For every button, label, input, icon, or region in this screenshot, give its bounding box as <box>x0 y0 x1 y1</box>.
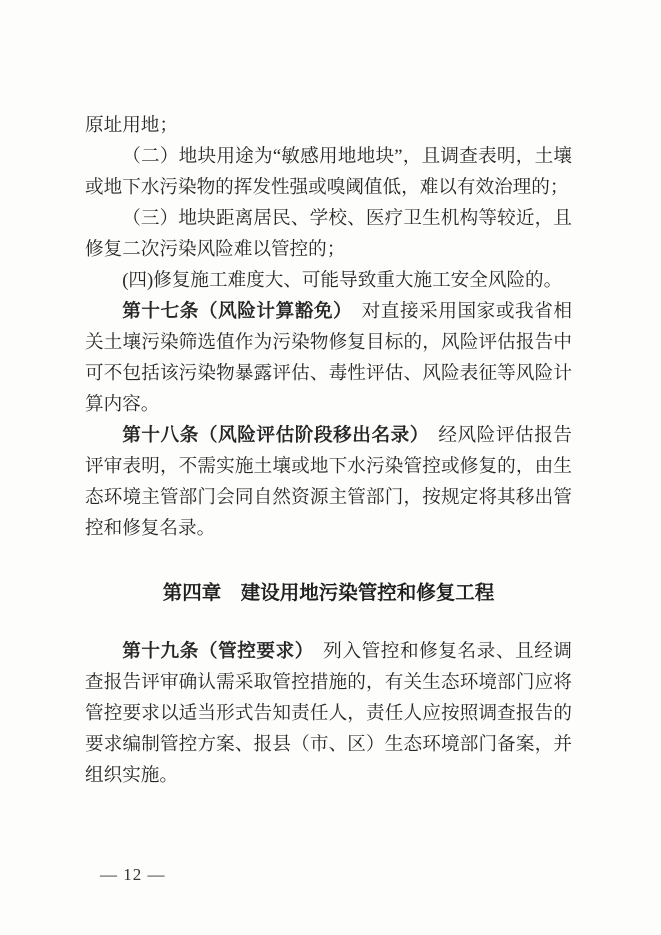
document-text-block <box>85 110 572 791</box>
paragraph-text: (四)修复施工难度大、可能导致重大施工安全风险的。 <box>122 270 563 291</box>
paragraph-article-18 <box>85 420 572 544</box>
chapter-heading: 第四章 建设用地污染管控和修复工程 <box>162 582 495 604</box>
article-17-label: 第十七条（风险计算豁免） <box>122 301 353 322</box>
paragraph-text: 列入管控和修复名录、且经调查报告评审确认需采取管控措施的，有关生态环境部门应将管控要求以适当形式告知责任人，责任人应按照调查报告的要求编制管控方案、报县（市、区）生态环境部门备案，并组织实施。 <box>85 641 572 786</box>
article-19-label: 第十九条（管控要求） <box>122 641 314 662</box>
paragraph-text: 原址用地； <box>85 115 178 136</box>
paragraph-article-17 <box>85 296 572 420</box>
paragraph-article-19 <box>85 636 572 791</box>
paragraph-item-2 <box>85 141 572 203</box>
paragraph-item-4 <box>85 265 572 296</box>
paragraph-text: 经风险评估报告评审表明，不需实施土壤或地下水污染管控或修复的，由生态环境主管部门会同自然资源主管部门，按规定将其移出管控和修复名录。 <box>85 425 572 539</box>
paragraph-continuation <box>85 110 572 141</box>
paragraph-text: （三）地块距离居民、学校、医疗卫生机构等较近，且修复二次污染风险难以管控的； <box>85 208 572 260</box>
paragraph-item-3 <box>85 203 572 265</box>
article-18-label: 第十八条（风险评估阶段移出名录） <box>122 425 430 446</box>
paragraph-text: （二）地块用途为“敏感用地地块”，且调查表明，土壤或地下水污染物的挥发性强或嗅阈值低，难以有效治理的； <box>85 146 572 198</box>
page-number: — 12 — <box>100 865 166 884</box>
paragraph-text: 对直接采用国家或我省相关土壤污染筛选值作为污染物修复目标的，风险评估报告中可不包括该污染物暴露评估、毒性评估、风险表征等风险计算内容。 <box>85 301 572 415</box>
